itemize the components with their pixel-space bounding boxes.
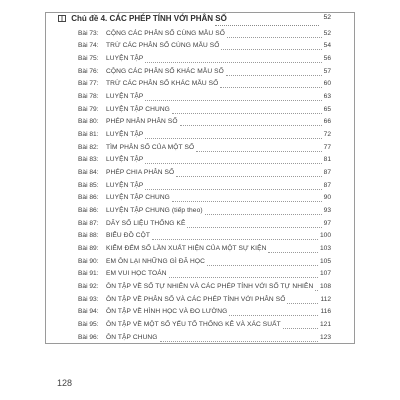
lesson-page-number: 90 — [323, 194, 331, 202]
dot-leader — [180, 125, 322, 126]
lesson-title: LUYỆN TẬP CHUNG — [106, 105, 170, 113]
dot-leader — [187, 227, 322, 228]
lesson-number: Bài 81: — [78, 130, 99, 138]
lesson-title: TRỪ CÁC PHÂN SỐ CÙNG MẪU SỐ — [106, 42, 220, 50]
chapter-heading — [58, 14, 331, 28]
dot-leader — [268, 252, 318, 253]
lesson-title: ÔN TẬP VỀ PHÂN SỐ VÀ CÁC PHÉP TÍNH VỚI PHÂN SỐ — [106, 295, 286, 303]
lesson-title: PHÉP CHIA PHÂN SỐ — [106, 168, 175, 176]
lesson-title: TRỪ CÁC PHÂN SỐ KHÁC MẪU SỐ — [106, 80, 219, 88]
lesson-title: LUYỆN TẬP CHUNG (tiếp theo) — [106, 206, 203, 214]
lesson-page-number: 116 — [320, 308, 331, 316]
lesson-number: Bài 85: — [78, 181, 99, 189]
lesson-title: PHÉP NHÂN PHÂN SỐ — [106, 118, 178, 126]
lesson-page-number: 63 — [323, 92, 331, 100]
lesson-page-number: 87 — [323, 168, 331, 176]
dot-leader — [172, 201, 322, 202]
chapter-leader — [215, 25, 319, 26]
chapter-title: Chủ đề 4. CÁC PHÉP TÍNH VỚI PHÂN SỐ — [71, 14, 227, 23]
lesson-page-number: 105 — [319, 257, 331, 265]
lesson-page-number: 81 — [323, 156, 331, 164]
page-number: 128 — [57, 378, 73, 388]
dot-leader — [172, 113, 322, 114]
lesson-page-number: 77 — [323, 143, 331, 151]
dot-leader — [145, 100, 322, 101]
lesson-page-number: 107 — [319, 270, 331, 278]
lesson-page-number: 52 — [323, 29, 331, 37]
chapter-page-number: 52 — [323, 14, 331, 21]
lesson-page-number: 65 — [323, 105, 331, 113]
lesson-number: Bài 92: — [78, 282, 99, 290]
lesson-page-number: 97 — [323, 219, 331, 227]
lesson-number: Bài 83: — [78, 156, 99, 164]
lesson-number: Bài 79: — [78, 105, 99, 113]
dot-leader — [145, 189, 322, 190]
lesson-title: EM ÔN LẠI NHỮNG GÌ ĐÃ HỌC — [106, 257, 205, 265]
lesson-title: LUYỆN TẬP — [106, 181, 144, 189]
lesson-page-number: 123 — [319, 333, 331, 341]
dot-leader — [207, 265, 318, 266]
dot-leader — [145, 62, 322, 63]
lesson-title: LUYỆN TẬP — [106, 92, 144, 100]
book-icon — [58, 15, 66, 22]
lesson-number: Bài 76: — [78, 67, 99, 75]
lesson-title: LUYỆN TẬP — [106, 54, 144, 62]
lesson-title: KIỂM ĐẾM SỐ LẦN XUẤT HIỆN CỦA MỘT SỰ KIỆN — [106, 244, 267, 252]
dot-leader — [229, 315, 318, 316]
lesson-number: Bài 96: — [78, 333, 99, 341]
dot-leader — [283, 328, 318, 329]
lesson-number: Bài 86: — [78, 194, 99, 202]
lesson-number: Bài 88: — [78, 232, 99, 240]
dot-leader — [226, 75, 322, 76]
dot-leader — [287, 303, 318, 304]
dot-leader — [145, 163, 322, 164]
lesson-number: Bài 74: — [78, 42, 99, 50]
lesson-title: CỘNG CÁC PHÂN SỐ KHÁC MẪU SỐ — [106, 67, 224, 75]
dot-leader — [227, 37, 322, 38]
lesson-page-number: 60 — [323, 80, 331, 88]
lesson-page-number: 121 — [319, 320, 331, 328]
dot-leader — [220, 87, 322, 88]
lesson-page-number: 103 — [319, 244, 331, 252]
lesson-title: EM VUI HỌC TOÁN — [106, 270, 167, 278]
lesson-page-number: 56 — [323, 54, 331, 62]
dot-leader — [176, 176, 322, 177]
dot-leader — [169, 277, 318, 278]
lesson-number: Bài 91: — [78, 270, 99, 278]
lesson-number: Bài 86: — [78, 206, 99, 214]
lesson-number: Bài 89: — [78, 244, 99, 252]
lesson-number: Bài 80: — [78, 118, 99, 126]
lesson-page-number: 112 — [320, 295, 331, 303]
dot-leader — [221, 49, 322, 50]
lesson-title: LUYỆN TẬP CHUNG — [106, 194, 170, 202]
lesson-number: Bài 75: — [78, 54, 99, 62]
dot-leader — [315, 290, 318, 291]
lesson-number: Bài 82: — [78, 143, 99, 151]
lesson-page-number: 87 — [323, 181, 331, 189]
lesson-number: Bài 93: — [78, 295, 99, 303]
lesson-number: Bài 77: — [78, 80, 99, 88]
lesson-title: ÔN TẬP VỀ HÌNH HỌC VÀ ĐO LƯỜNG — [106, 308, 228, 316]
lesson-number: Bài 87: — [78, 219, 99, 227]
lesson-page-number: 66 — [323, 118, 331, 126]
lesson-title: DÃY SỐ LIỆU THỐNG KÊ — [106, 219, 186, 227]
lesson-title: BIỂU ĐỒ CỘT — [106, 232, 150, 240]
dot-leader — [152, 239, 318, 240]
dot-leader — [196, 151, 322, 152]
lesson-number: Bài 94: — [78, 308, 99, 316]
lesson-page-number: 93 — [323, 206, 331, 214]
lesson-page-number: 57 — [323, 67, 331, 75]
dot-leader — [145, 138, 322, 139]
lesson-page-number: 72 — [323, 130, 331, 138]
lesson-page-number: 100 — [319, 232, 331, 240]
lesson-number: Bài 95: — [78, 320, 99, 328]
lesson-title: ÔN TẬP VỀ SỐ TỰ NHIÊN VÀ CÁC PHÉP TÍNH VỚI SỐ TỰ NHIÊN — [106, 282, 314, 290]
dot-leader — [205, 214, 322, 215]
lesson-page-number: 54 — [323, 42, 331, 50]
lesson-number: Bài 90: — [78, 257, 99, 265]
toc-entry — [62, 333, 331, 347]
lesson-title: ÔN TẬP CHUNG — [106, 333, 158, 341]
lesson-number: Bài 78: — [78, 92, 99, 100]
lesson-page-number: 108 — [319, 282, 331, 290]
lesson-title: TÌM PHÂN SỐ CỦA MỘT SỐ — [106, 143, 195, 151]
lesson-number: Bài 84: — [78, 168, 99, 176]
dot-leader — [160, 341, 318, 342]
lesson-number: Bài 73: — [78, 29, 99, 37]
lesson-title: LUYỆN TẬP — [106, 156, 144, 164]
lesson-title: CỘNG CÁC PHÂN SỐ CÙNG MẪU SỐ — [106, 29, 225, 37]
lesson-title: LUYỆN TẬP — [106, 130, 144, 138]
lesson-title: ÔN TẬP VỀ MỘT SỐ YẾU TỐ THỐNG KÊ VÀ XÁC SUẤT — [106, 320, 281, 328]
